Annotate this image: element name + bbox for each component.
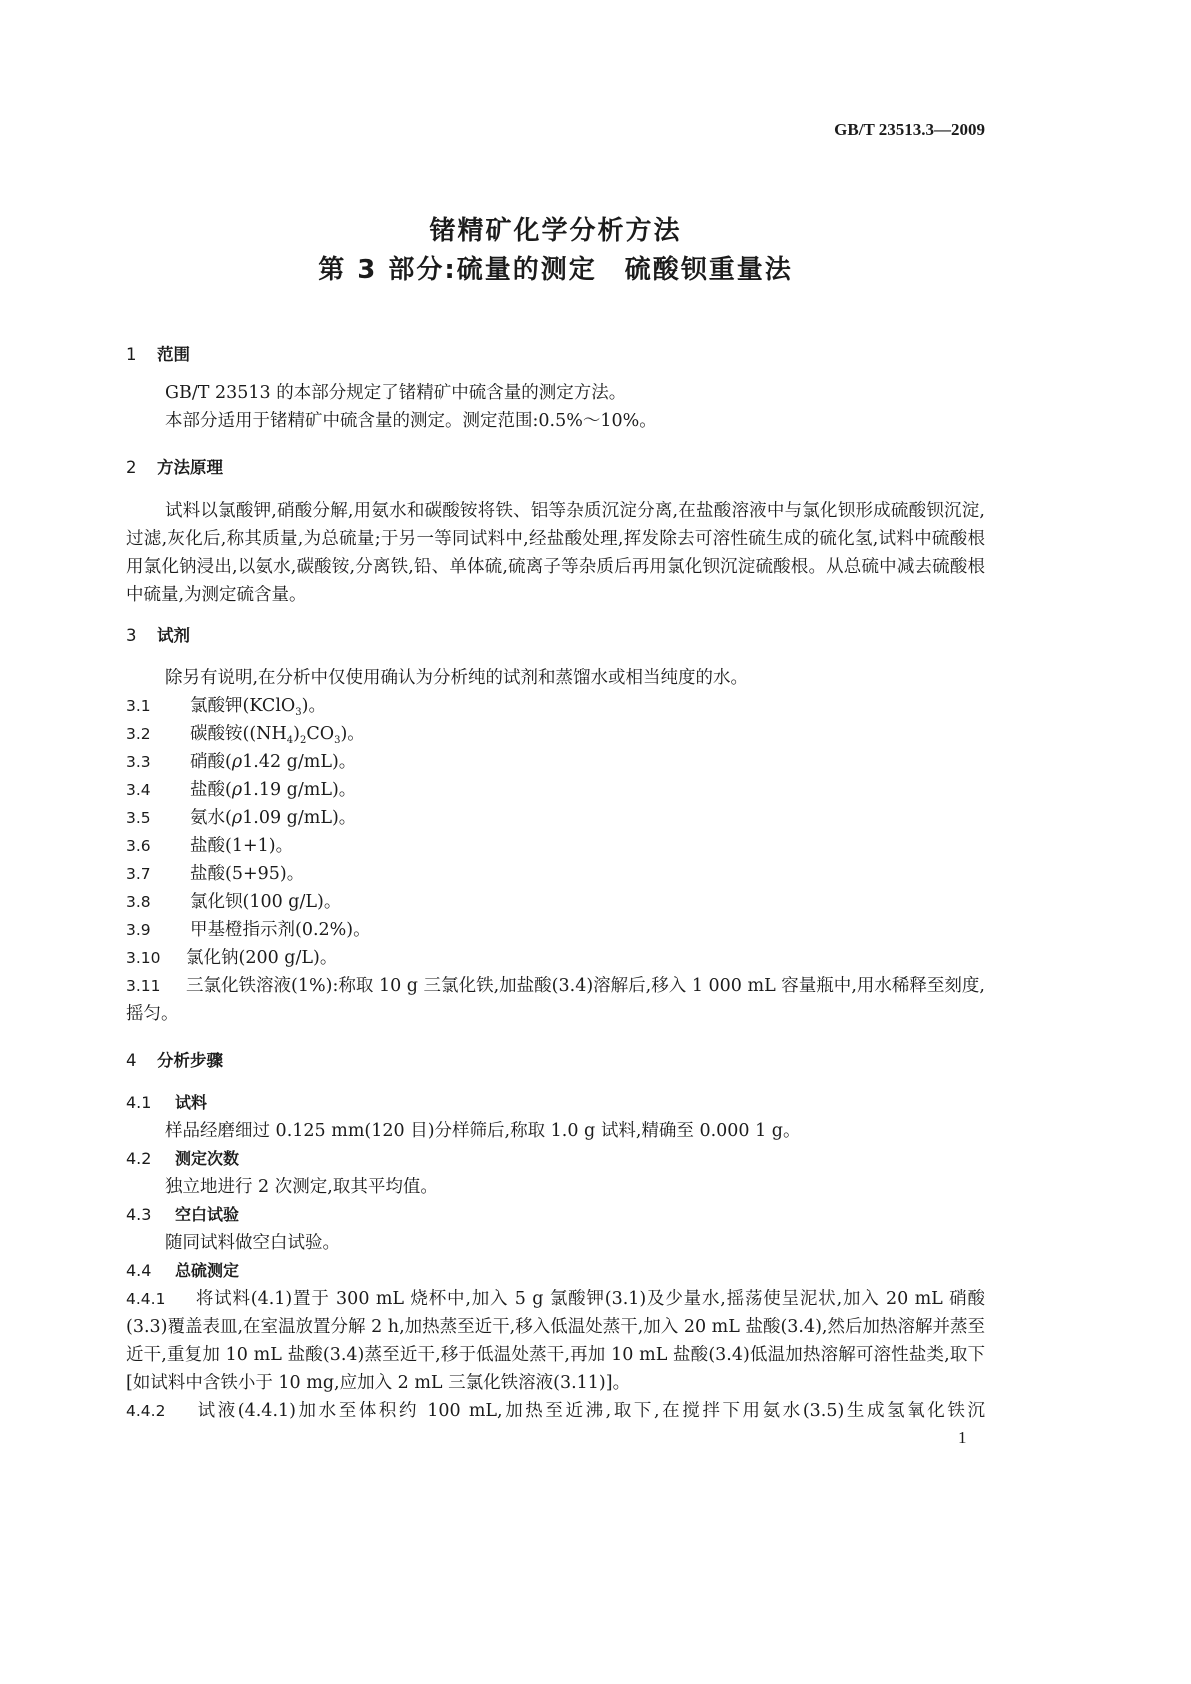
procedure-step — [126, 1397, 985, 1425]
reagent-text: 氯化钠(200 g/L)。 — [186, 948, 338, 968]
reagent-text: 1.42 g/mL)。 — [242, 752, 357, 772]
paragraph: 独立地进行 2 次测定,取其平均值。 — [165, 1177, 438, 1197]
section-number: 4 — [126, 1051, 137, 1070]
density-symbol: ρ — [231, 752, 243, 772]
reagent-text: 盐酸(5+95)。 — [190, 864, 305, 884]
reagent-item — [126, 888, 985, 916]
reagent-item — [126, 748, 985, 776]
reagent-number: 3.9 — [126, 921, 151, 939]
reagent-item — [126, 972, 985, 1028]
reagent-number: 3.2 — [126, 725, 151, 743]
reagent-text: 1.09 g/mL)。 — [242, 808, 357, 828]
section-title: 试剂 — [157, 626, 190, 645]
reagent-number: 3.11 — [126, 977, 161, 995]
section-number: 3 — [126, 626, 137, 645]
reagent-text: 氨水( — [190, 808, 232, 828]
reagent-item — [126, 720, 985, 748]
reagent-number: 3.4 — [126, 781, 151, 799]
subsection-title: 测定次数 — [175, 1149, 240, 1168]
reagent-text: 碳酸铵((NH — [190, 724, 287, 744]
reagent-number: 3.7 — [126, 865, 151, 883]
reagent-number: 3.1 — [126, 697, 151, 715]
subsection-number: 4.2 — [126, 1149, 152, 1168]
subsection-title: 总硫测定 — [175, 1261, 240, 1280]
subsection-title: 试料 — [175, 1093, 208, 1112]
reagent-item — [126, 804, 985, 832]
reagent-text: )。 — [301, 696, 326, 716]
subscript: 4 — [286, 735, 294, 746]
page-number: 1 — [958, 1428, 967, 1447]
reagent-text: 1.19 g/mL)。 — [242, 780, 357, 800]
reagent-text: ) — [293, 724, 300, 744]
step-text: 将试料(4.1)置于 300 mL 烧杯中,加入 5 g 氯酸钾(3.1)及少量水,摇荡使呈泥状,加入 20 mL 硝酸(3.3)覆盖表皿,在室温放置分解 2 h,加热蒸至近干,移入低温处蒸干,加入 20 mL 盐酸(3.4),然后加热溶解并蒸至近干,重复加 10 mL 盐酸(3.4)蒸至近干,移于低温处蒸干,再加 10 mL 盐酸(3.4)低温加热溶解可溶性盐类,取下[如试料中含铁小于 10 mg,应加入 2 mL 三氯化铁溶液(3.11)]。 — [126, 1289, 985, 1393]
subscript: 3 — [295, 707, 302, 718]
subsection-number: 4.3 — [126, 1205, 152, 1224]
section-title: 方法原理 — [157, 458, 223, 477]
title-line-2: 第 3 部分:硫量的测定 硫酸钡重量法 — [318, 255, 793, 285]
subsection-heading — [126, 1089, 985, 1117]
reagents-intro: 除另有说明,在分析中仅使用确认为分析纯的试剂和蒸馏水或相当纯度的水。 — [165, 668, 749, 688]
subsection-number: 4.4 — [126, 1261, 152, 1280]
density-symbol: ρ — [231, 808, 243, 828]
procedure-step — [126, 1285, 985, 1397]
subsection-heading — [126, 1257, 985, 1285]
reagent-item — [126, 916, 985, 944]
paragraph: 样品经磨细过 0.125 mm(120 目)分样筛后,称取 1.0 g 试料,精确至 0.000 1 g。 — [165, 1121, 801, 1141]
reagent-text: 盐酸(1+1)。 — [190, 836, 294, 856]
step-number: 4.4.2 — [126, 1402, 166, 1420]
reagent-text: 甲基橙指示剂(0.2%)。 — [190, 920, 371, 940]
section-heading-reagents — [126, 622, 985, 650]
section-heading-scope — [126, 341, 985, 369]
standard-number: GB/T 23513.3—2009 — [834, 120, 985, 139]
reagent-text: 氯酸钾(KClO — [190, 696, 296, 716]
section-heading-principle — [126, 454, 985, 482]
reagent-text: CO — [306, 724, 335, 744]
reagent-text: 三氯化铁溶液(1%):称取 10 g 三氯化铁,加盐酸(3.4)溶解后,移入 1 000 mL 容量瓶中,用水稀释至刻度,摇匀。 — [126, 976, 985, 1024]
document-title — [126, 212, 985, 290]
reagent-item — [126, 832, 985, 860]
reagent-item — [126, 776, 985, 804]
section-heading-procedure — [126, 1047, 985, 1075]
reagent-item — [126, 860, 985, 888]
reagent-number: 3.10 — [126, 949, 161, 967]
reagent-number: 3.6 — [126, 837, 151, 855]
paragraph: 随同试料做空白试验。 — [165, 1233, 340, 1253]
section-title: 范围 — [157, 345, 190, 364]
paragraph: GB/T 23513 的本部分规定了锗精矿中硫含量的测定方法。 — [165, 383, 627, 403]
paragraph: 试料以氯酸钾,硝酸分解,用氨水和碳酸铵将铁、铝等杂质沉淀分离,在盐酸溶液中与氯化钡形成硫酸钡沉淀,过滤,灰化后,称其质量,为总硫量;于另一等同试料中,经盐酸处理,挥发除去可溶性硫生成的硫化氢,试料中硫酸根用氯化钠浸出,以氨水,碳酸铵,分离铁,铅、单体硫,硫离子等杂质后再用氯化钡沉淀硫酸根。从总硫中减去硫酸根中硫量,为测定硫含量。 — [126, 501, 985, 605]
section-number: 2 — [126, 458, 137, 477]
reagent-text: 氯化钡(100 g/L)。 — [190, 892, 342, 912]
subsection-heading — [126, 1145, 985, 1173]
reagent-text: 硝酸( — [190, 752, 232, 772]
section-number: 1 — [126, 345, 137, 364]
step-text: 试液(4.4.1)加水至体积约 100 mL,加热至近沸,取下,在搅拌下用氨水(3.5)生成氢氧化铁沉 — [195, 1401, 985, 1421]
subscript: 2 — [299, 735, 307, 746]
reagent-number: 3.3 — [126, 753, 151, 771]
subscript: 3 — [334, 735, 341, 746]
step-number: 4.4.1 — [126, 1290, 166, 1308]
subsection-title: 空白试验 — [175, 1205, 240, 1224]
subsection-heading — [126, 1201, 985, 1229]
reagent-number: 3.8 — [126, 893, 151, 911]
title-line-1: 锗精矿化学分析方法 — [429, 216, 682, 246]
document-body — [126, 341, 985, 1425]
reagent-item — [126, 692, 985, 720]
density-symbol: ρ — [231, 780, 243, 800]
section-title: 分析步骤 — [157, 1051, 223, 1070]
reagent-text: 盐酸( — [190, 780, 232, 800]
paragraph: 本部分适用于锗精矿中硫含量的测定。测定范围:0.5%～10%。 — [165, 411, 657, 431]
reagent-number: 3.5 — [126, 809, 151, 827]
reagent-text: )。 — [340, 724, 365, 744]
subsection-number: 4.1 — [126, 1093, 152, 1112]
reagent-item — [126, 944, 985, 972]
